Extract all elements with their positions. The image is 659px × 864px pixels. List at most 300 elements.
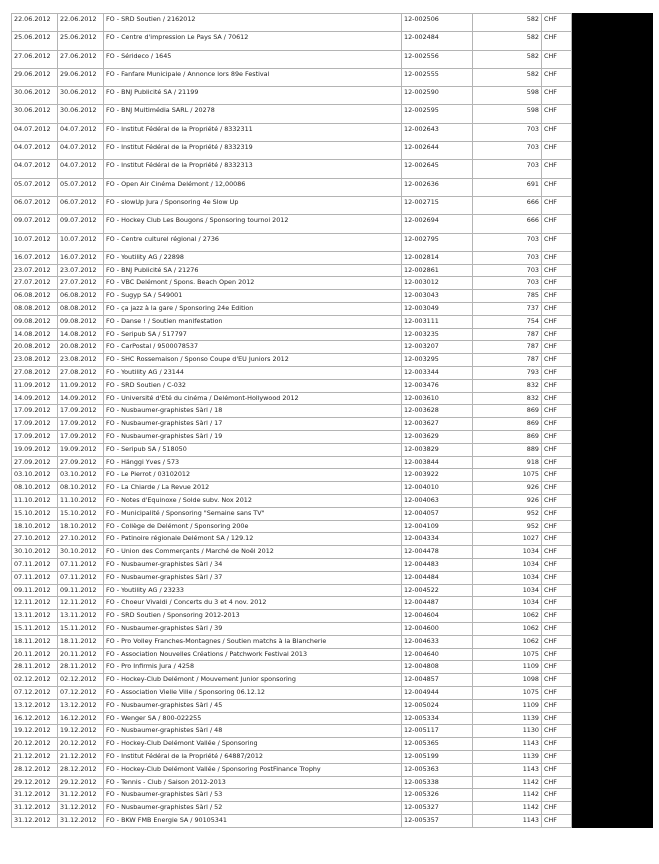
currency-cell: CHF — [542, 597, 572, 610]
table-row — [12, 661, 653, 674]
booking-date-cell: 16.12.2012 — [12, 712, 58, 725]
amount-cell: 1139 — [473, 750, 542, 763]
currency-cell: CHF — [542, 178, 572, 196]
description-cell: FO - Association Nouvelles Créations / Patchwork Festival 2013 — [104, 648, 402, 661]
description-cell: FO - Institut Fédéral de la Propriété / 8332311 — [104, 123, 402, 141]
table-row — [12, 341, 653, 354]
amount-cell: 793 — [473, 367, 542, 380]
currency-cell: CHF — [542, 802, 572, 815]
reference-cell: 12-002595 — [402, 105, 473, 123]
value-date-cell: 04.07.2012 — [58, 123, 104, 141]
redacted-cell — [572, 105, 653, 123]
description-cell: FO - SHC Rossemaison / Sponso Coupe d'EU Juniors 2012 — [104, 354, 402, 367]
reference-cell: 12-002715 — [402, 196, 473, 214]
currency-cell: CHF — [542, 392, 572, 405]
redacted-cell — [572, 674, 653, 687]
table-row — [12, 303, 653, 316]
amount-cell: 582 — [473, 32, 542, 50]
transactions-table — [11, 13, 653, 828]
value-date-cell: 16.07.2012 — [58, 251, 104, 264]
redacted-cell — [572, 686, 653, 699]
reference-cell: 12-004633 — [402, 635, 473, 648]
value-date-cell: 11.10.2012 — [58, 495, 104, 508]
currency-cell: CHF — [542, 686, 572, 699]
booking-date-cell: 13.11.2012 — [12, 610, 58, 623]
table-row — [12, 750, 653, 763]
amount-cell: 869 — [473, 418, 542, 431]
description-cell: FO - Le Pierrot / 03102012 — [104, 469, 402, 482]
booking-date-cell: 28.12.2012 — [12, 763, 58, 776]
value-date-cell: 28.12.2012 — [58, 763, 104, 776]
reference-cell: 12-002644 — [402, 142, 473, 160]
currency-cell: CHF — [542, 105, 572, 123]
table-row — [12, 610, 653, 623]
booking-date-cell: 06.07.2012 — [12, 196, 58, 214]
amount-cell: 1075 — [473, 469, 542, 482]
currency-cell: CHF — [542, 379, 572, 392]
amount-cell: 1130 — [473, 725, 542, 738]
value-date-cell: 18.11.2012 — [58, 635, 104, 648]
value-date-cell: 12.11.2012 — [58, 597, 104, 610]
redacted-cell — [572, 367, 653, 380]
description-cell: FO - ça jazz à la gare / Sponsoring 24e Edition — [104, 303, 402, 316]
redacted-cell — [572, 142, 653, 160]
currency-cell: CHF — [542, 431, 572, 444]
description-cell: FO - Patinoire régionale Delémont SA / 129.12 — [104, 533, 402, 546]
value-date-cell: 31.12.2012 — [58, 789, 104, 802]
reference-cell: 12-005024 — [402, 699, 473, 712]
table-row — [12, 328, 653, 341]
description-cell: FO - Pro Volley Franches-Montagnes / Soutien matchs à la Blancherie — [104, 635, 402, 648]
transactions-table-body — [12, 14, 653, 828]
reference-cell: 12-005338 — [402, 776, 473, 789]
table-row — [12, 315, 653, 328]
currency-cell: CHF — [542, 405, 572, 418]
redacted-cell — [572, 87, 653, 105]
redacted-cell — [572, 123, 653, 141]
description-cell: FO - Institut Fédéral de la Propriété / 8332319 — [104, 142, 402, 160]
reference-cell: 12-002506 — [402, 14, 473, 32]
redacted-cell — [572, 233, 653, 251]
value-date-cell: 06.07.2012 — [58, 196, 104, 214]
description-cell: FO - Nusbaumer-graphistes Sàrl / 48 — [104, 725, 402, 738]
table-row — [12, 558, 653, 571]
table-row — [12, 215, 653, 233]
reference-cell: 12-003344 — [402, 367, 473, 380]
amount-cell: 926 — [473, 482, 542, 495]
currency-cell: CHF — [542, 469, 572, 482]
reference-cell: 12-004334 — [402, 533, 473, 546]
value-date-cell: 07.11.2012 — [58, 558, 104, 571]
amount-cell: 1142 — [473, 789, 542, 802]
value-date-cell: 09.07.2012 — [58, 215, 104, 233]
reference-cell: 12-002643 — [402, 123, 473, 141]
reference-cell: 12-004944 — [402, 686, 473, 699]
table-row — [12, 622, 653, 635]
table-row — [12, 546, 653, 559]
description-cell: FO - Sugyp SA / 549001 — [104, 290, 402, 303]
reference-cell: 12-003111 — [402, 315, 473, 328]
redacted-cell — [572, 251, 653, 264]
redacted-cell — [572, 68, 653, 86]
reference-cell: 12-005365 — [402, 738, 473, 751]
redacted-cell — [572, 571, 653, 584]
description-cell: FO - Fanfare Municipale / Annonce lors 89e Festival — [104, 68, 402, 86]
description-cell: FO - Youtility AG / 23144 — [104, 367, 402, 380]
booking-date-cell: 29.06.2012 — [12, 68, 58, 86]
table-row — [12, 469, 653, 482]
amount-cell: 1098 — [473, 674, 542, 687]
table-row — [12, 443, 653, 456]
table-row — [12, 196, 653, 214]
currency-cell: CHF — [542, 507, 572, 520]
currency-cell: CHF — [542, 776, 572, 789]
booking-date-cell: 07.11.2012 — [12, 571, 58, 584]
booking-date-cell: 02.12.2012 — [12, 674, 58, 687]
redacted-cell — [572, 379, 653, 392]
reference-cell: 12-003610 — [402, 392, 473, 405]
booking-date-cell: 17.09.2012 — [12, 405, 58, 418]
amount-cell: 1034 — [473, 558, 542, 571]
amount-cell: 703 — [473, 233, 542, 251]
table-row — [12, 392, 653, 405]
value-date-cell: 30.06.2012 — [58, 105, 104, 123]
booking-date-cell: 22.06.2012 — [12, 14, 58, 32]
currency-cell: CHF — [542, 789, 572, 802]
value-date-cell: 22.06.2012 — [58, 14, 104, 32]
redacted-cell — [572, 405, 653, 418]
amount-cell: 785 — [473, 290, 542, 303]
reference-cell: 12-005357 — [402, 814, 473, 827]
table-row — [12, 251, 653, 264]
amount-cell: 832 — [473, 392, 542, 405]
value-date-cell: 05.07.2012 — [58, 178, 104, 196]
currency-cell: CHF — [542, 558, 572, 571]
table-row — [12, 789, 653, 802]
description-cell: FO - Seripub SA / 517797 — [104, 328, 402, 341]
redacted-cell — [572, 635, 653, 648]
booking-date-cell: 20.12.2012 — [12, 738, 58, 751]
amount-cell: 926 — [473, 495, 542, 508]
currency-cell: CHF — [542, 763, 572, 776]
table-row — [12, 354, 653, 367]
currency-cell: CHF — [542, 482, 572, 495]
currency-cell: CHF — [542, 142, 572, 160]
redacted-cell — [572, 610, 653, 623]
reference-cell: 12-002694 — [402, 215, 473, 233]
amount-cell: 582 — [473, 68, 542, 86]
table-row — [12, 520, 653, 533]
reference-cell: 12-004010 — [402, 482, 473, 495]
value-date-cell: 16.12.2012 — [58, 712, 104, 725]
description-cell: FO - Pro Infirmis Jura / 4258 — [104, 661, 402, 674]
value-date-cell: 10.07.2012 — [58, 233, 104, 251]
booking-date-cell: 04.07.2012 — [12, 123, 58, 141]
currency-cell: CHF — [542, 123, 572, 141]
reference-cell: 12-004487 — [402, 597, 473, 610]
booking-date-cell: 15.11.2012 — [12, 622, 58, 635]
value-date-cell: 27.07.2012 — [58, 277, 104, 290]
booking-date-cell: 21.12.2012 — [12, 750, 58, 763]
amount-cell: 1139 — [473, 712, 542, 725]
currency-cell: CHF — [542, 277, 572, 290]
redacted-cell — [572, 763, 653, 776]
value-date-cell: 04.07.2012 — [58, 142, 104, 160]
value-date-cell: 04.07.2012 — [58, 160, 104, 178]
reference-cell: 12-005199 — [402, 750, 473, 763]
reference-cell: 12-002814 — [402, 251, 473, 264]
reference-cell: 12-002484 — [402, 32, 473, 50]
booking-date-cell: 06.08.2012 — [12, 290, 58, 303]
redacted-cell — [572, 469, 653, 482]
redacted-cell — [572, 648, 653, 661]
booking-date-cell: 16.07.2012 — [12, 251, 58, 264]
value-date-cell: 09.11.2012 — [58, 584, 104, 597]
redacted-cell — [572, 802, 653, 815]
currency-cell: CHF — [542, 233, 572, 251]
value-date-cell: 07.12.2012 — [58, 686, 104, 699]
reference-cell: 12-003476 — [402, 379, 473, 392]
booking-date-cell: 17.09.2012 — [12, 418, 58, 431]
currency-cell: CHF — [542, 456, 572, 469]
description-cell: FO - Nusbaumer-graphistes Sàrl / 53 — [104, 789, 402, 802]
redacted-cell — [572, 750, 653, 763]
amount-cell: 1034 — [473, 597, 542, 610]
description-cell: FO - BNJ Publicité SA / 21199 — [104, 87, 402, 105]
currency-cell: CHF — [542, 674, 572, 687]
booking-date-cell: 29.12.2012 — [12, 776, 58, 789]
currency-cell: CHF — [542, 50, 572, 68]
table-row — [12, 367, 653, 380]
description-cell: FO - Hänggi Yves / 573 — [104, 456, 402, 469]
table-row — [12, 648, 653, 661]
description-cell: FO - Centre d'impression Le Pays SA / 70612 — [104, 32, 402, 50]
reference-cell: 12-004522 — [402, 584, 473, 597]
booking-date-cell: 27.07.2012 — [12, 277, 58, 290]
booking-date-cell: 12.11.2012 — [12, 597, 58, 610]
currency-cell: CHF — [542, 160, 572, 178]
redacted-cell — [572, 315, 653, 328]
reference-cell: 12-005326 — [402, 789, 473, 802]
amount-cell: 703 — [473, 264, 542, 277]
description-cell: FO - Institut Fédéral de la Propriété / 8332313 — [104, 160, 402, 178]
currency-cell: CHF — [542, 661, 572, 674]
booking-date-cell: 15.10.2012 — [12, 507, 58, 520]
currency-cell: CHF — [542, 32, 572, 50]
currency-cell: CHF — [542, 648, 572, 661]
booking-date-cell: 19.09.2012 — [12, 443, 58, 456]
booking-date-cell: 25.06.2012 — [12, 32, 58, 50]
value-date-cell: 08.08.2012 — [58, 303, 104, 316]
value-date-cell: 15.11.2012 — [58, 622, 104, 635]
description-cell: FO - Youtility AG / 22898 — [104, 251, 402, 264]
reference-cell: 12-004057 — [402, 507, 473, 520]
currency-cell: CHF — [542, 251, 572, 264]
currency-cell: CHF — [542, 738, 572, 751]
description-cell: FO - Hockey-Club Delémont Vallée / Sponsoring — [104, 738, 402, 751]
description-cell: FO - Open Air Cinéma Delémont / 12,00086 — [104, 178, 402, 196]
amount-cell: 787 — [473, 354, 542, 367]
reference-cell: 12-004640 — [402, 648, 473, 661]
currency-cell: CHF — [542, 584, 572, 597]
amount-cell: 889 — [473, 443, 542, 456]
table-row — [12, 699, 653, 712]
booking-date-cell: 10.07.2012 — [12, 233, 58, 251]
table-row — [12, 418, 653, 431]
description-cell: FO - Danse ! / Soutien manifestation — [104, 315, 402, 328]
value-date-cell: 09.08.2012 — [58, 315, 104, 328]
table-row — [12, 233, 653, 251]
booking-date-cell: 20.11.2012 — [12, 648, 58, 661]
reference-cell: 12-005117 — [402, 725, 473, 738]
description-cell: FO - SRD Soutien / Sponsoring 2012-2013 — [104, 610, 402, 623]
amount-cell: 1142 — [473, 776, 542, 789]
table-row — [12, 674, 653, 687]
table-row — [12, 105, 653, 123]
booking-date-cell: 09.11.2012 — [12, 584, 58, 597]
redacted-cell — [572, 482, 653, 495]
redacted-cell — [572, 776, 653, 789]
redacted-cell — [572, 725, 653, 738]
amount-cell: 691 — [473, 178, 542, 196]
description-cell: FO - Hockey Club Les Bougons / Sponsoring tournoi 2012 — [104, 215, 402, 233]
value-date-cell: 15.10.2012 — [58, 507, 104, 520]
description-cell: FO - BKW FMB Energie SA / 90105341 — [104, 814, 402, 827]
reference-cell: 12-004600 — [402, 622, 473, 635]
amount-cell: 1062 — [473, 622, 542, 635]
description-cell: FO - Institut Fédéral de la Propriété / 64887/2012 — [104, 750, 402, 763]
table-row — [12, 50, 653, 68]
booking-date-cell: 04.07.2012 — [12, 160, 58, 178]
amount-cell: 598 — [473, 105, 542, 123]
description-cell: FO - SRD Soutien / C-032 — [104, 379, 402, 392]
booking-date-cell: 11.10.2012 — [12, 495, 58, 508]
table-row — [12, 712, 653, 725]
booking-date-cell: 31.12.2012 — [12, 802, 58, 815]
value-date-cell: 29.06.2012 — [58, 68, 104, 86]
description-cell: FO - Tennis - Club / Saison 2012-2013 — [104, 776, 402, 789]
description-cell: FO - Nusbaumer-graphistes Sàrl / 18 — [104, 405, 402, 418]
description-cell: FO - Nusbaumer-graphistes Sàrl / 37 — [104, 571, 402, 584]
currency-cell: CHF — [542, 546, 572, 559]
booking-date-cell: 05.07.2012 — [12, 178, 58, 196]
currency-cell: CHF — [542, 571, 572, 584]
reference-cell: 12-005327 — [402, 802, 473, 815]
currency-cell: CHF — [542, 712, 572, 725]
amount-cell: 869 — [473, 431, 542, 444]
amount-cell: 1027 — [473, 533, 542, 546]
description-cell: FO - slowUp Jura / Sponsoring 4e Slow Up — [104, 196, 402, 214]
currency-cell: CHF — [542, 367, 572, 380]
table-row — [12, 178, 653, 196]
table-row — [12, 686, 653, 699]
reference-cell: 12-003628 — [402, 405, 473, 418]
amount-cell: 737 — [473, 303, 542, 316]
booking-date-cell: 13.12.2012 — [12, 699, 58, 712]
booking-date-cell: 19.12.2012 — [12, 725, 58, 738]
reference-cell: 12-003829 — [402, 443, 473, 456]
table-row — [12, 495, 653, 508]
table-row — [12, 584, 653, 597]
amount-cell: 666 — [473, 215, 542, 233]
currency-cell: CHF — [542, 196, 572, 214]
booking-date-cell: 08.10.2012 — [12, 482, 58, 495]
value-date-cell: 07.11.2012 — [58, 571, 104, 584]
description-cell: FO - Seripub SA / 518050 — [104, 443, 402, 456]
table-row — [12, 738, 653, 751]
redacted-cell — [572, 712, 653, 725]
description-cell: FO - SRD Soutien / 2162012 — [104, 14, 402, 32]
booking-date-cell: 08.08.2012 — [12, 303, 58, 316]
table-row — [12, 597, 653, 610]
description-cell: FO - BNJ Multimédia SARL / 20278 — [104, 105, 402, 123]
booking-date-cell: 18.10.2012 — [12, 520, 58, 533]
currency-cell: CHF — [542, 354, 572, 367]
value-date-cell: 11.09.2012 — [58, 379, 104, 392]
reference-cell: 12-003012 — [402, 277, 473, 290]
reference-cell: 12-003627 — [402, 418, 473, 431]
value-date-cell: 27.09.2012 — [58, 456, 104, 469]
table-row — [12, 87, 653, 105]
value-date-cell: 03.10.2012 — [58, 469, 104, 482]
amount-cell: 1143 — [473, 763, 542, 776]
reference-cell: 12-002795 — [402, 233, 473, 251]
currency-cell: CHF — [542, 533, 572, 546]
currency-cell: CHF — [542, 264, 572, 277]
value-date-cell: 30.06.2012 — [58, 87, 104, 105]
reference-cell: 12-002556 — [402, 50, 473, 68]
redacted-cell — [572, 196, 653, 214]
amount-cell: 703 — [473, 123, 542, 141]
value-date-cell: 23.07.2012 — [58, 264, 104, 277]
amount-cell: 754 — [473, 315, 542, 328]
redacted-cell — [572, 50, 653, 68]
description-cell: FO - Nusbaumer-graphistes Sàrl / 17 — [104, 418, 402, 431]
amount-cell: 1034 — [473, 546, 542, 559]
booking-date-cell: 27.09.2012 — [12, 456, 58, 469]
table-row — [12, 264, 653, 277]
redacted-cell — [572, 546, 653, 559]
value-date-cell: 14.08.2012 — [58, 328, 104, 341]
currency-cell: CHF — [542, 303, 572, 316]
description-cell: FO - CarPostal / 9500078537 — [104, 341, 402, 354]
reference-cell: 12-003922 — [402, 469, 473, 482]
amount-cell: 952 — [473, 507, 542, 520]
value-date-cell: 19.09.2012 — [58, 443, 104, 456]
redacted-cell — [572, 14, 653, 32]
booking-date-cell: 27.10.2012 — [12, 533, 58, 546]
table-row — [12, 482, 653, 495]
amount-cell: 1062 — [473, 610, 542, 623]
amount-cell: 582 — [473, 50, 542, 68]
value-date-cell: 28.11.2012 — [58, 661, 104, 674]
booking-date-cell: 31.12.2012 — [12, 789, 58, 802]
description-cell: FO - Sérideco / 1645 — [104, 50, 402, 68]
redacted-cell — [572, 178, 653, 196]
description-cell: FO - VBC Delémont / Spons. Beach Open 2012 — [104, 277, 402, 290]
redacted-cell — [572, 264, 653, 277]
reference-cell: 12-004857 — [402, 674, 473, 687]
booking-date-cell: 07.12.2012 — [12, 686, 58, 699]
reference-cell: 12-003207 — [402, 341, 473, 354]
description-cell: FO - BNJ Publicité SA / 21276 — [104, 264, 402, 277]
amount-cell: 703 — [473, 142, 542, 160]
redacted-cell — [572, 341, 653, 354]
table-row — [12, 379, 653, 392]
description-cell: FO - Choeur Vivaldi / Concerts du 3 et 4 nov. 2012 — [104, 597, 402, 610]
redacted-cell — [572, 443, 653, 456]
table-row — [12, 776, 653, 789]
